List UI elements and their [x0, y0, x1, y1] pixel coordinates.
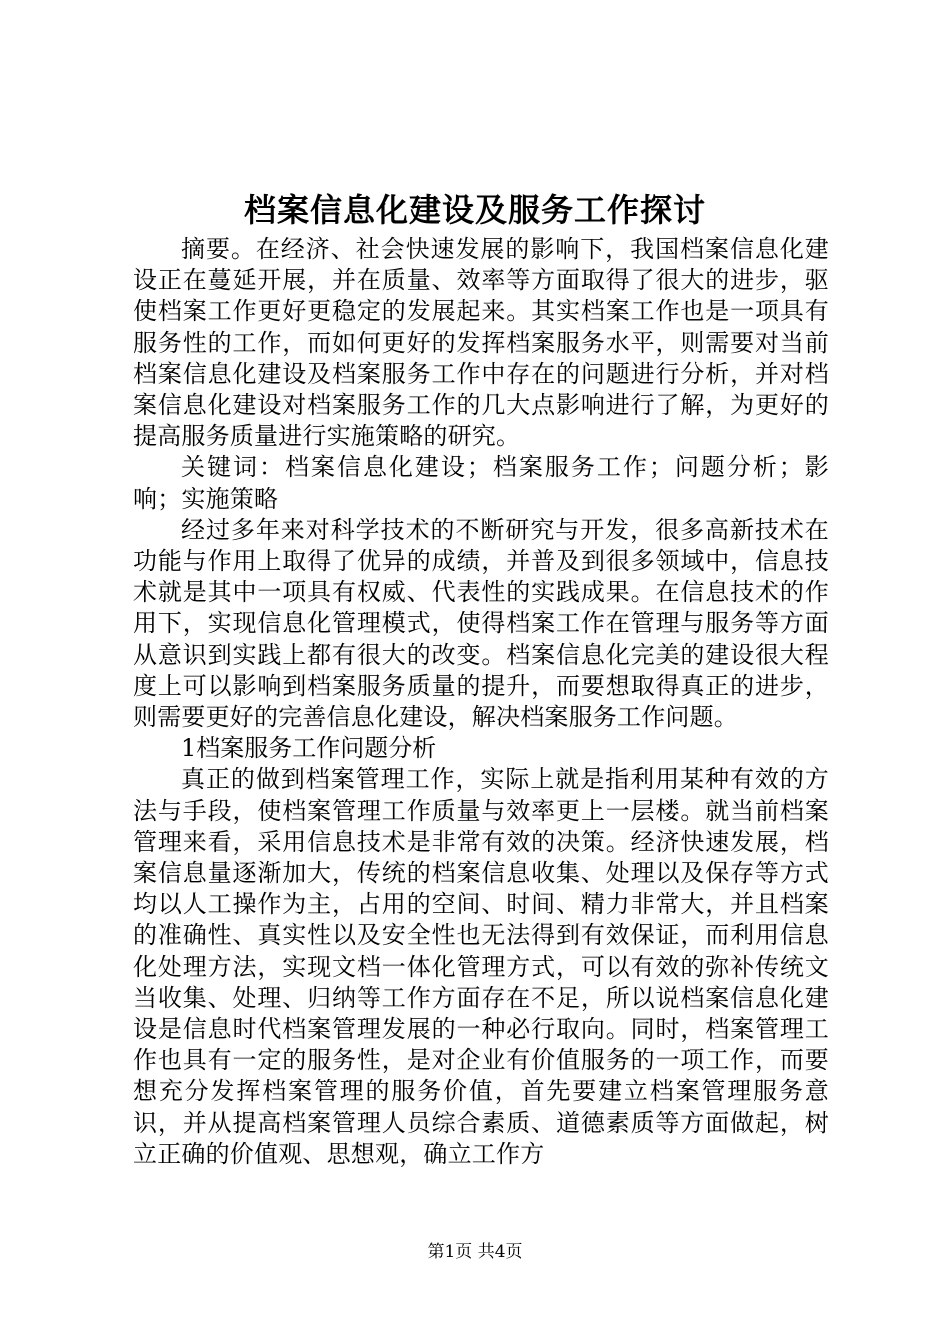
section-body-paragraph: 真正的做到档案管理工作，实际上就是指利用某种有效的方法与手段，使档案管理工作质量与效率更上一层楼。就当前档案管理来看，采用信息技术是非常有效的决策。经济快速发展，档案信息量逐渐加大，传统的档案信息收集、处理以及保存等方式均以人工操作为主，占用的空间、时间、精力非常大，并且档案的准确性、真实性以及安全性也无法得到有效保证，而利用信息化处理方法，实现文档一体化管理方式，可以有效的弥补传统文当收集、处理、归纳等工作方面存在不足，所以说档案信息化建设是信息时代档案管理发展的一种必行取向。同时，档案管理工作也具有一定的服务性，是对企业有价值服务的一项工作，而要想充分发挥档案管理的服务价值，首先要建立档案管理服务意识，并从提高档案管理人员综合素质、道德素质等方面做起，树立正确的价值观、思想观，确立工作方 [133, 765, 829, 1168]
document-title: 档案信息化建设及服务工作探讨 [243, 191, 706, 229]
abstract-paragraph: 摘要。在经济、社会快速发展的影响下，我国档案信息化建设正在蔓延开展，并在质量、效率等方面取得了很大的进步，驱使档案工作更好更稳定的发展起来。其实档案工作也是一项具有服务性的工作，而如何更好的发挥档案服务水平，则需要对当前档案信息化建设及档案服务工作中存在的问题进行分析，并对档案信息化建设对档案服务工作的几大点影响进行了解，为更好的提高服务质量进行实施策略的研究。 [133, 235, 829, 451]
section-heading: 1档案服务工作问题分析 [181, 734, 437, 763]
document-body [133, 234, 829, 1170]
keywords-paragraph: 关键词：档案信息化建设；档案服务工作；问题分析；影响；实施策略 [133, 453, 829, 513]
intro-paragraph: 经过多年来对科学技术的不断研究与开发，很多高新技术在功能与作用上取得了优异的成绩，并普及到很多领域中，信息技术就是其中一项具有权威、代表性的实践成果。在信息技术的作用下，实现信息化管理模式，使得档案工作在管理与服务等方面从意识到实践上都有很大的改变。档案信息化完美的建设很大程度上可以影响到档案服务质量的提升，而要想取得真正的进步，则需要更好的完善信息化建设，解决档案服务工作问题。 [133, 515, 829, 732]
page-footer: 第1页 共4页 [427, 1242, 523, 1262]
